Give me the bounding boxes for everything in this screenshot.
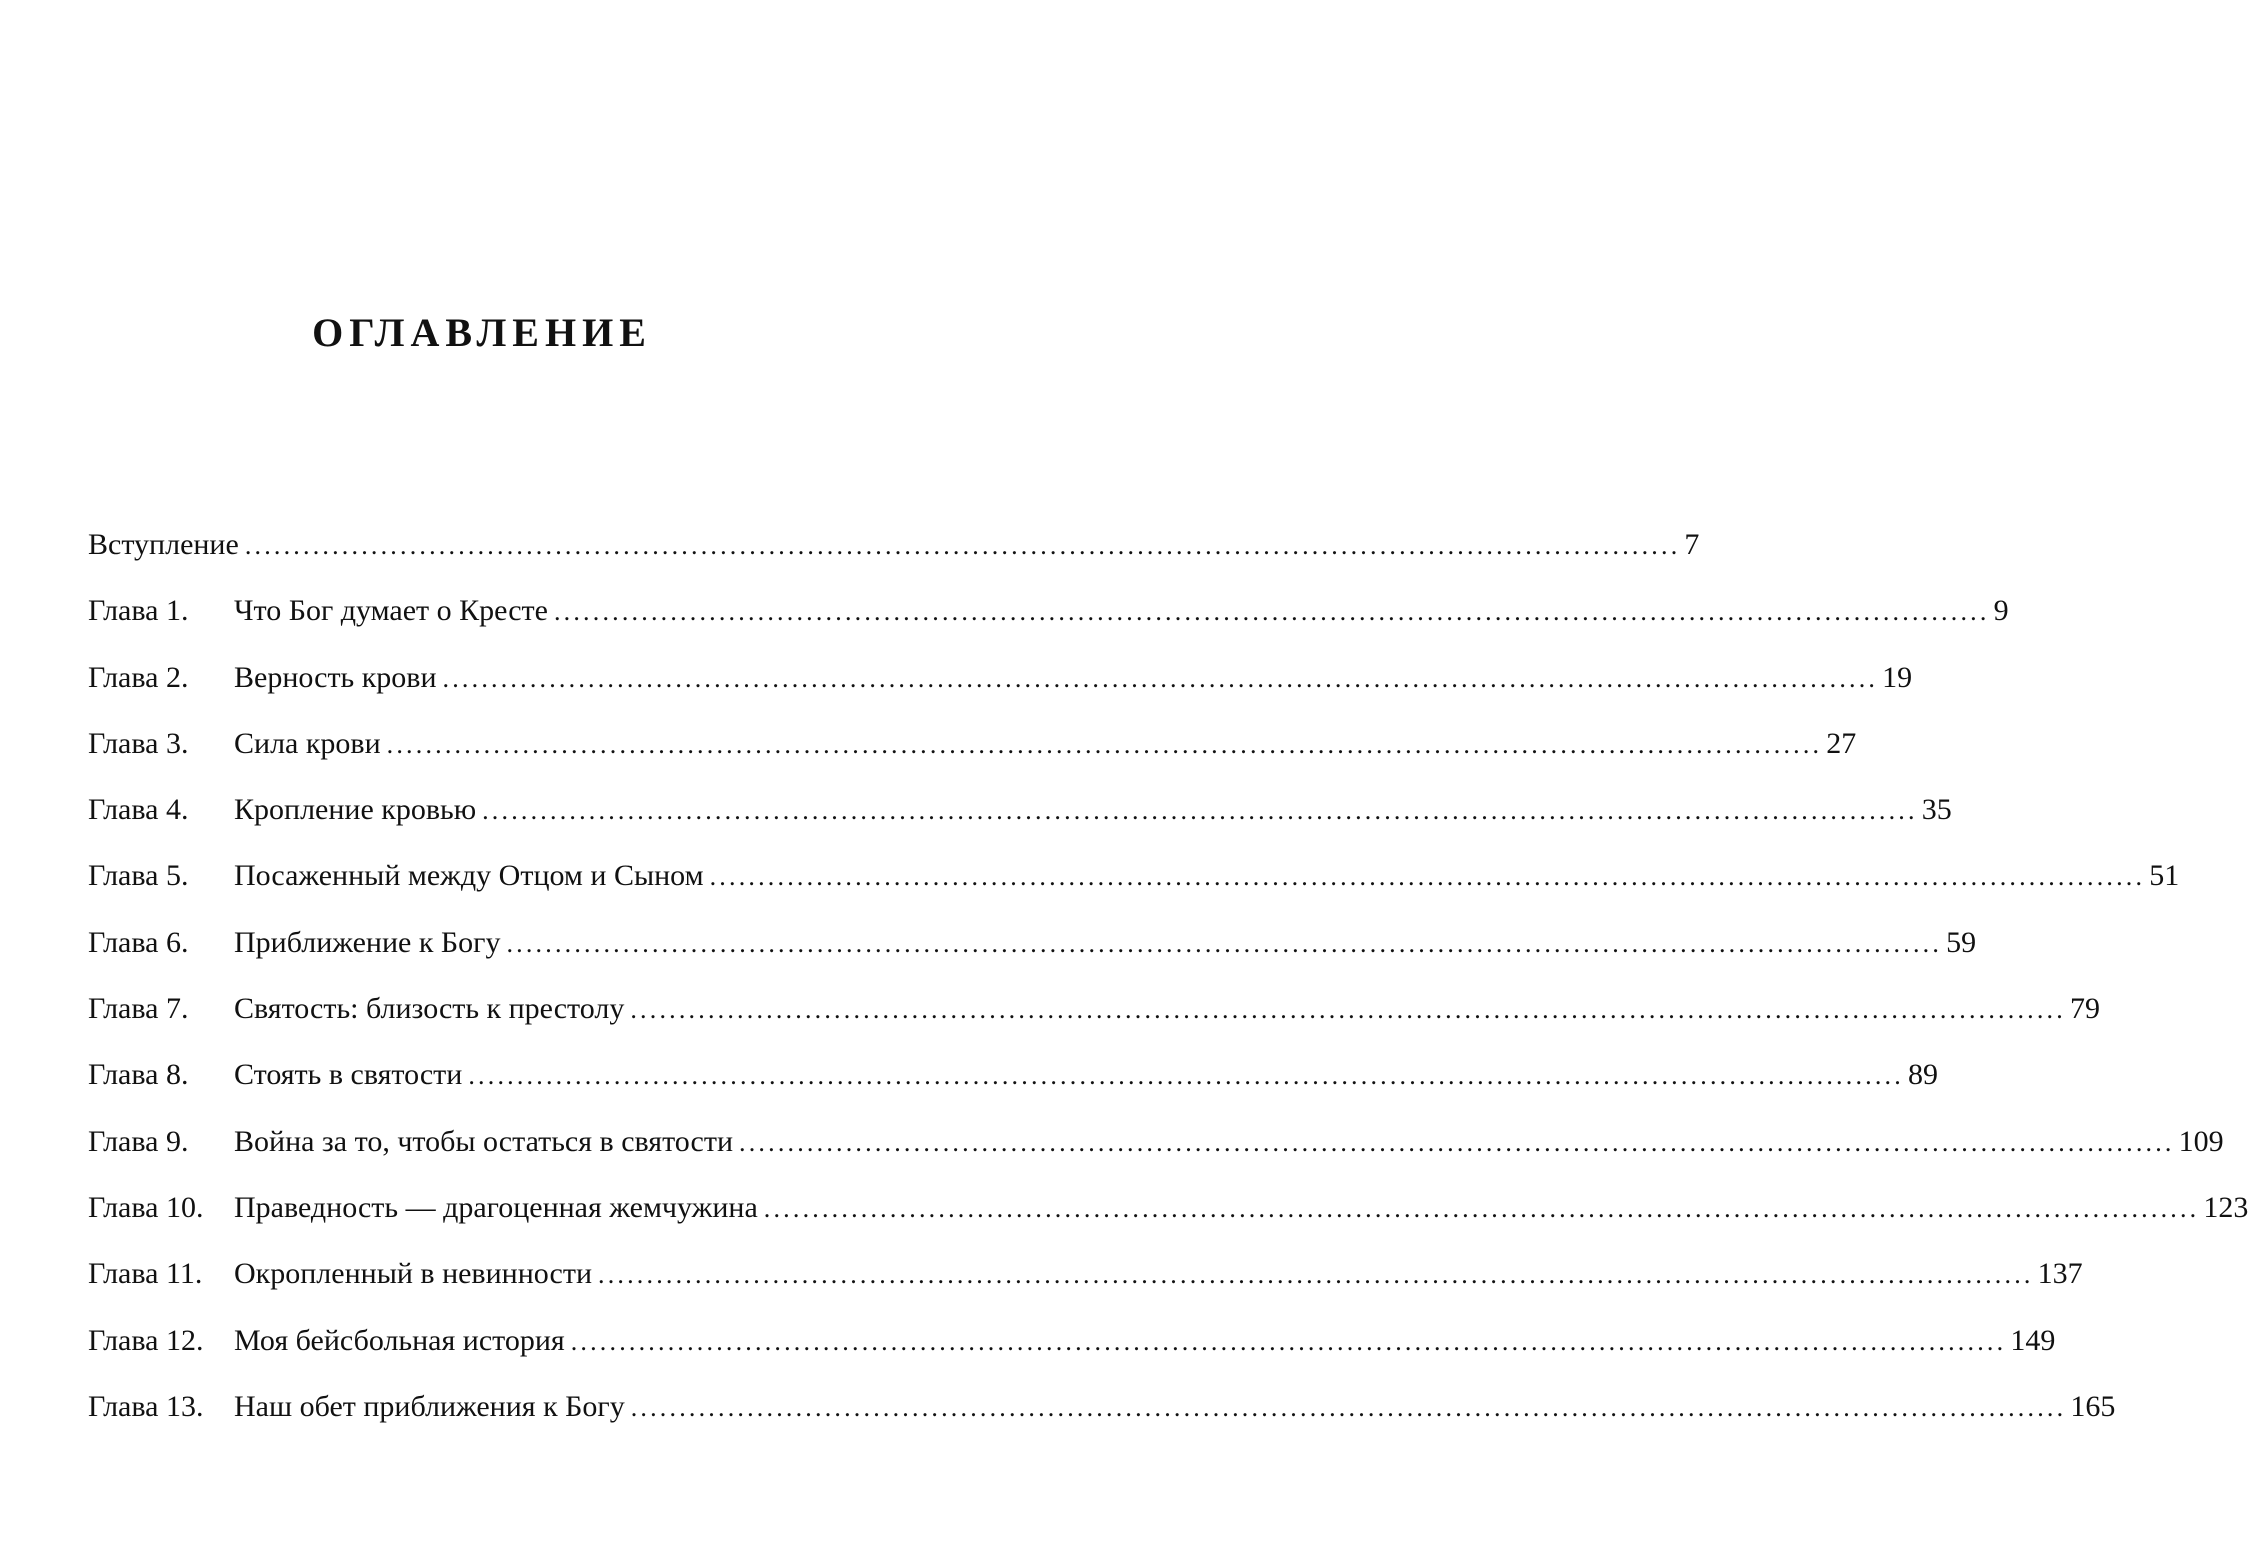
chapter-label: Глава 13. <box>88 1389 204 1423</box>
dot-leader <box>598 1250 2034 1300</box>
toc-entry-chapter-5[interactable] <box>88 851 2180 917</box>
chapter-label: Глава 4. <box>88 793 189 827</box>
chapter-page: 79 <box>2069 992 2100 1026</box>
chapter-label: Глава 11. <box>88 1257 203 1291</box>
dot-leader <box>468 1051 1904 1101</box>
dot-leader <box>506 919 1942 969</box>
dot-leader <box>245 521 1681 571</box>
chapter-page: 149 <box>2010 1323 2056 1357</box>
chapter-label: Глава 10. <box>88 1190 204 1224</box>
chapter-page: 165 <box>2070 1389 2116 1423</box>
chapter-label: Глава 3. <box>88 726 189 760</box>
chapter-label: Глава 1. <box>88 594 189 628</box>
chapter-page: 35 <box>1921 793 1952 827</box>
chapter-title: Кропление кровью <box>234 793 477 827</box>
chapter-page: 89 <box>1907 1058 1938 1092</box>
chapter-title: Что Бог думает о Кресте <box>234 594 548 628</box>
toc-entry-chapter-4[interactable] <box>88 785 1952 851</box>
toc-entry-page: 7 <box>1684 528 1700 561</box>
dot-leader <box>764 1184 2200 1234</box>
chapter-page: 27 <box>1826 726 1857 760</box>
dot-leader <box>443 654 1879 704</box>
chapter-page: 137 <box>2037 1257 2083 1291</box>
toc-entry-chapter-3[interactable] <box>88 719 1857 785</box>
toc-entry-chapter-10[interactable] <box>88 1183 2248 1249</box>
chapter-label: Глава 12. <box>88 1323 204 1357</box>
chapter-title: Посаженный между Отцом и Сыном <box>234 859 704 893</box>
dot-leader <box>710 852 2146 902</box>
chapter-title: Окропленный в невинности <box>234 1257 592 1291</box>
dot-leader <box>631 1383 2067 1433</box>
chapter-page: 109 <box>2178 1124 2224 1158</box>
chapter-page: 51 <box>2149 859 2180 893</box>
chapter-title: Наш обет приближения к Богу <box>234 1389 625 1423</box>
toc-entry-chapter-8[interactable] <box>88 1050 1938 1116</box>
dot-leader <box>739 1118 2175 1168</box>
chapter-label: Глава 2. <box>88 660 189 694</box>
toc-entry-chapter-6[interactable] <box>88 918 1977 984</box>
toc-entry-chapter-7[interactable] <box>88 984 2100 1050</box>
chapter-label: Глава 8. <box>88 1058 189 1092</box>
dot-leader <box>387 720 1823 770</box>
toc-entry-chapter-1[interactable] <box>88 586 2009 652</box>
chapter-label: Глава 6. <box>88 925 189 959</box>
dot-leader <box>571 1317 2007 1367</box>
chapter-label: Глава 9. <box>88 1124 189 1158</box>
toc-entry-chapter-13[interactable] <box>88 1382 2116 1448</box>
toc-entry-chapter-11[interactable] <box>88 1249 2083 1315</box>
toc-entry-chapter-2[interactable] <box>88 653 1913 719</box>
chapter-title: Моя бейсбольная история <box>234 1323 565 1357</box>
chapter-page: 123 <box>2203 1190 2248 1224</box>
chapter-title: Приближение к Богу <box>234 925 501 959</box>
chapter-title: Праведность — драгоценная жемчужина <box>234 1190 758 1224</box>
toc-entry-introduction[interactable] <box>88 520 1700 586</box>
table-of-contents <box>88 520 2248 1448</box>
dot-leader <box>630 985 2066 1035</box>
dot-leader <box>482 786 1918 836</box>
chapter-page: 19 <box>1882 660 1913 694</box>
toc-entry-chapter-9[interactable] <box>88 1117 2224 1183</box>
chapter-page: 9 <box>1993 594 2009 628</box>
toc-entry-title: Вступление <box>88 528 239 561</box>
chapter-label: Глава 7. <box>88 992 189 1026</box>
toc-entry-chapter-12[interactable] <box>88 1316 2056 1382</box>
chapter-title: Война за то, чтобы остаться в святости <box>234 1124 734 1158</box>
chapter-label: Глава 5. <box>88 859 189 893</box>
dot-leader <box>554 587 1990 637</box>
chapter-title: Стоять в святости <box>234 1058 463 1092</box>
page-title: ОГЛАВЛЕНИЕ <box>312 310 652 355</box>
chapter-title: Верность крови <box>234 660 437 694</box>
chapter-page: 59 <box>1946 925 1977 959</box>
chapter-title: Святость: близость к престолу <box>234 992 625 1026</box>
chapter-title: Сила крови <box>234 726 381 760</box>
